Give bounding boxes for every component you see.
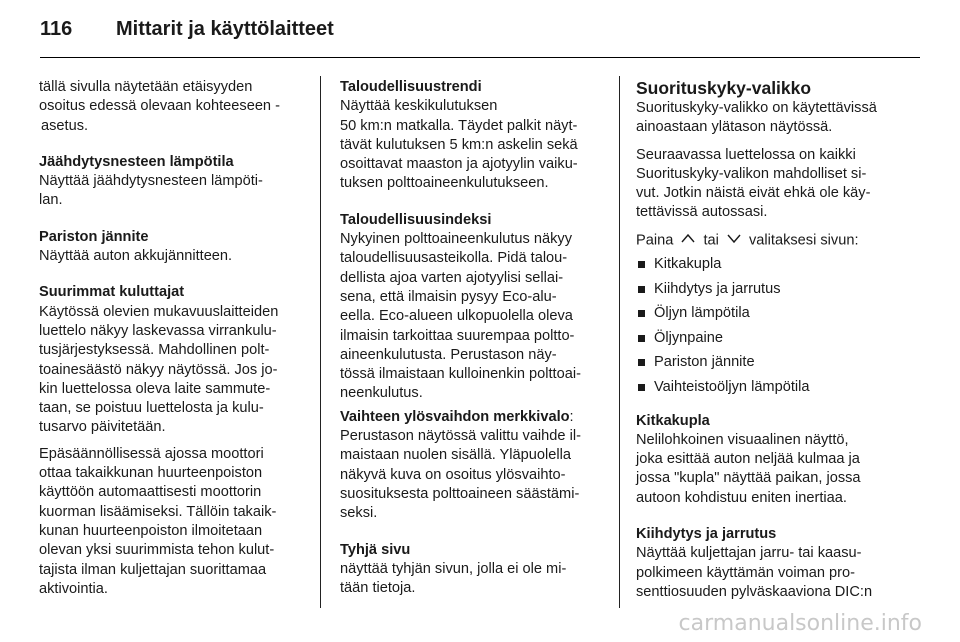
text-line: osoittavat maaston ja ajotyylin vaiku- — [340, 156, 578, 173]
text-line: tajista ilman kuljettajan suorittamaa — [39, 561, 267, 578]
select-text: valitaksesi sivun: — [749, 232, 859, 249]
section-heading: Suorituskyky-valikko — [636, 78, 812, 98]
section-subheading: Tyhjä sivu — [340, 541, 411, 558]
intro-paragraph — [39, 78, 307, 136]
text-line: Perustason näytössä valittu vaihde il- — [340, 428, 581, 445]
section-subheading: Taloudellisuustrendi — [340, 79, 482, 95]
press-instruction — [636, 231, 908, 251]
text-line: näyttää tyhjän sivun, jolla ei ole mi- — [340, 560, 567, 577]
text-line: aktivointia. — [39, 580, 108, 597]
list-item-label: Öljynpaine — [654, 329, 723, 346]
list-item — [636, 302, 908, 327]
section-subheading: Kitkakupla — [636, 412, 710, 429]
text-line: neenkulutus. — [340, 385, 423, 402]
irregular-driving-paragraph — [39, 445, 307, 599]
text-line: olevan yksi suurimmista tehon kulut- — [39, 542, 275, 559]
text-line: taan, se poistuu luettelosta ja kulu- — [39, 400, 264, 417]
list-item-label: Kitkakupla — [654, 256, 722, 273]
text-line: vut. Jotkin näistä eivät ehkä ole käy- — [636, 185, 871, 202]
text-line: tuksen polttoaineenkulutukseen. — [340, 175, 549, 192]
text-line: tettävissä autossasi. — [636, 204, 768, 221]
text-line: Epäsäännöllisessä ajossa moottori — [39, 445, 264, 462]
text-line: Seuraavassa luettelossa on kaikki — [636, 146, 856, 163]
consumers-section — [39, 283, 307, 437]
text-line: jossa "kupla" näyttää paikan, jossa — [636, 470, 861, 487]
list-item-label: Öljyn lämpötila — [654, 305, 750, 322]
chevron-up-icon — [680, 231, 696, 250]
text-line: kunan huurteenpoiston ilmoitetaan — [39, 522, 263, 539]
economy-index-section — [340, 211, 606, 404]
text-line: tällä sivulla näytetään etäisyyden — [39, 79, 253, 95]
text-line: dellista ajoa varten ajotyylisi sellai- — [340, 269, 564, 286]
bullet-icon — [638, 310, 645, 317]
watermark: carmanualsonline.info — [678, 611, 922, 636]
economy-trend-section — [340, 78, 606, 194]
friction-bubble-section — [636, 412, 908, 508]
section-subheading: Kiihdytys ja jarrutus — [636, 526, 777, 543]
text-line: suosituksesta polttoaineen säästämi- — [340, 485, 580, 502]
text-line: polkimeen käyttämän voiman pro- — [636, 564, 856, 581]
list-item — [636, 351, 908, 376]
text-line: aineenkulutusta. Perustason näy- — [340, 346, 557, 363]
text-line: Suorituskyky-valikon mahdolliset si- — [636, 165, 867, 182]
text-line: tävät kulutuksen 5 km:n askelin sekä — [340, 136, 578, 153]
text-line: autoon kohdistuu eniten inertiaa. — [636, 489, 847, 506]
section-subheading: Jäähdytysnesteen lämpötila — [39, 153, 234, 170]
text-line: luettelo näkyy laskevassa virrankulu- — [39, 322, 277, 339]
text-line: Nykyinen polttoaineenkulutus näkyy — [340, 231, 573, 248]
text-line: Käytössä olevien mukavuuslaitteiden — [39, 303, 279, 320]
upshift-indicator-section — [340, 408, 606, 524]
page-number: 116 — [40, 18, 73, 40]
text-line: Nelilohkoinen visuaalinen näyttö, — [636, 431, 849, 448]
text-line: tusarvo päivitetään. — [39, 419, 166, 436]
page-header — [40, 18, 334, 48]
text-line: kin luettelossa oleva laite sammute- — [39, 380, 271, 397]
bullet-icon — [638, 359, 645, 366]
bullet-icon — [638, 384, 645, 391]
column-1 — [39, 78, 307, 616]
text-line: tössä ilmaistaan kulloinenkin polttoai- — [340, 366, 581, 383]
text-line: ottaa takaikkunan huurteenpoiston — [39, 465, 263, 482]
text-line: sena, että ilmaisin pysyy Eco-alu- — [340, 288, 557, 305]
press-text: Paina — [636, 232, 674, 249]
column-divider — [619, 76, 620, 608]
text-line: Näyttää kuljettajan jarru- tai kaasu- — [636, 545, 862, 562]
or-text: tai — [703, 232, 719, 249]
list-item-label: Kiihdytys ja jarrutus — [654, 280, 781, 297]
bullet-icon — [638, 286, 645, 293]
chapter-title: Mittarit ja käyttölaitteet — [116, 18, 334, 40]
list-item-label: Pariston jännite — [654, 354, 755, 371]
text-line: eella. Eco-alueen ulkopuolella oleva — [340, 308, 573, 325]
text-line: tusjärjestyksessä. Mahdollinen polt- — [39, 342, 270, 359]
section-subheading: Suurimmat kuluttajat — [39, 284, 185, 301]
section-subheading: Vaihteen ylösvaihdon merkkivalo — [340, 408, 570, 425]
text-line: Näyttää auton akkujännitteen. — [39, 248, 233, 265]
text-line: joka esittää auton neljää kulmaa ja — [636, 451, 860, 468]
section-subheading: Pariston jännite — [39, 228, 149, 245]
list-item — [636, 253, 908, 278]
performance-menu-section — [636, 78, 908, 138]
bullet-icon — [638, 335, 645, 342]
chevron-down-icon — [726, 231, 742, 250]
list-item — [636, 375, 908, 400]
section-subheading: Taloudellisuusindeksi — [340, 211, 492, 228]
text-line: toainesäästö näkyy näytössä. Jos jo- — [39, 361, 278, 378]
text-line: lan. — [39, 192, 63, 209]
text-line: kuorman lisäämiseksi. Tällöin takaik- — [39, 503, 277, 520]
pages-list — [636, 253, 908, 400]
text-line: 50 km:n matkalla. Täydet palkit näyt- — [340, 117, 578, 134]
text-line: osoitus edessä olevaan kohteeseen - — [39, 98, 280, 115]
bullet-icon — [638, 261, 645, 268]
text-line: ilmaisin tarkoittaa suurempaa poltto- — [340, 327, 575, 344]
text-line: Suorituskyky-valikko on käytettävissä — [636, 100, 877, 116]
text-line: taloudellisuusasteikolla. Pidä talou- — [340, 250, 568, 267]
list-item — [636, 277, 908, 302]
text-line: seksi. — [340, 505, 378, 522]
text-line: Näyttää keskikulutuksen — [340, 98, 498, 115]
list-item-label: Vaihteistoöljyn lämpötila — [654, 378, 810, 395]
column-divider — [320, 76, 321, 608]
header-rule — [40, 57, 920, 58]
text-line: näkyvä kuva on osoitus ylösvaihto- — [340, 466, 566, 483]
acceleration-braking-section — [636, 525, 908, 602]
heading-colon: : — [569, 408, 574, 425]
text-line: Näyttää jäähdytysnesteen lämpöti- — [39, 173, 263, 190]
text-line: tään tietoja. — [340, 580, 416, 597]
text-line: maistaan nuolen sisällä. Yläpuolella — [340, 447, 571, 464]
text-line: asetus. — [41, 117, 89, 134]
list-intro-paragraph — [636, 146, 908, 223]
coolant-section — [39, 153, 307, 211]
text-line: ainoastaan ylätason näytössä. — [636, 119, 833, 136]
column-2 — [340, 78, 606, 615]
text-line: käyttöön automaattisesti moottorin — [39, 484, 262, 501]
column-3 — [636, 78, 908, 619]
list-item — [636, 326, 908, 351]
text-line: senttiosuuden pylväskaaviona DIC:n — [636, 583, 873, 600]
blank-page-section — [340, 541, 606, 599]
battery-section — [39, 228, 307, 267]
